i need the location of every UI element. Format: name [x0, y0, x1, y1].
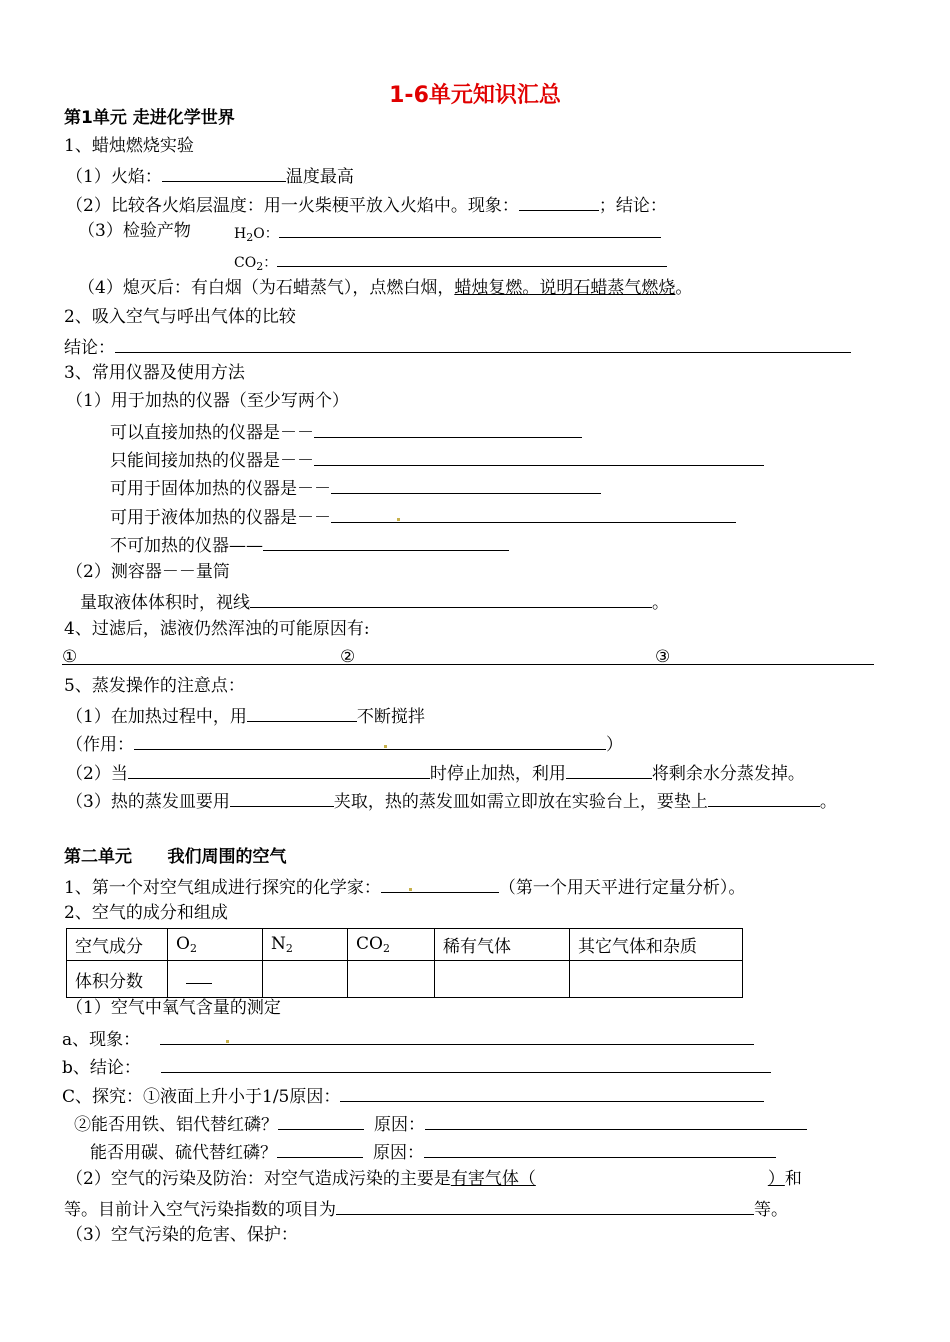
q5-1-purpose-end: ）: [606, 735, 623, 755]
answer-blank[interactable]: [161, 1054, 771, 1073]
answer-blank[interactable]: [247, 703, 357, 722]
air-composition-table: [66, 928, 743, 998]
unit2-heading: 第二单元 我们周围的空气: [64, 847, 287, 867]
q2-conclusion-label: 结论：: [64, 338, 115, 358]
u2-p2b-text: 等。目前计入空气污染指数的项目为: [64, 1200, 336, 1220]
table-cell-input[interactable]: [570, 961, 743, 998]
h2o-line: [234, 222, 661, 249]
u2-p2b-end: 等。: [754, 1200, 788, 1220]
table-cell-input[interactable]: [348, 961, 435, 998]
q3-1-label: （1）用于加热的仪器（至少写两个）: [66, 391, 349, 411]
h2o-label: H: [234, 226, 247, 242]
q3-label: 3、常用仪器及使用方法: [64, 363, 245, 383]
u2-p1e-reason: 原因：: [373, 1143, 424, 1163]
u2-q2-label: 2、空气的成分和组成: [64, 903, 228, 923]
u2-p1-label: （1）空气中氧气含量的测定: [66, 998, 281, 1018]
h2o-sub: 2: [246, 231, 254, 244]
q5-2-text: （2）当: [66, 764, 128, 784]
q1-4-underlined: 蜡烛复燃。说明石蜡蒸气燃烧: [454, 278, 676, 298]
q5-1-purpose-label: （作用：: [66, 735, 134, 755]
u2-p3-label: （3）空气污染的危害、保护：: [66, 1225, 298, 1245]
h2o-label-end: O：: [253, 226, 279, 242]
answer-blank[interactable]: [425, 1111, 807, 1130]
q1-4-line: [78, 277, 692, 299]
mark-dot: [384, 745, 387, 748]
u2-p1b-line: [62, 1054, 771, 1079]
u2-q1-text-end: （第一个用天平进行定量分析）。: [498, 878, 746, 898]
q3-2-label: （2）测容器－－量筒: [66, 562, 230, 582]
u2-p2-underlined: [451, 1169, 785, 1189]
answer-blank[interactable]: [336, 1196, 754, 1215]
u2-p2-underlined-end: ）: [767, 1169, 785, 1189]
q3-1d-text: 可用于液体加热的仪器是－－: [110, 508, 331, 528]
answer-blank[interactable]: [277, 251, 667, 267]
answer-blank[interactable]: [314, 447, 764, 466]
answer-blank[interactable]: [230, 788, 334, 807]
table-cell: 空气成分: [67, 929, 168, 961]
u2-p1d-reason: 原因：: [374, 1115, 425, 1135]
u2-q1-line: [64, 874, 745, 899]
q3-1a-text: 可以直接加热的仪器是－－: [110, 423, 314, 443]
u2-p2-underlined-text: 有害气体（: [450, 1169, 536, 1189]
answer-blank[interactable]: [566, 760, 652, 779]
answer-blank[interactable]: [314, 419, 582, 438]
answer-blank[interactable]: [340, 1083, 764, 1102]
table-cell-co2: $CO_2$: [348, 929, 435, 961]
q3-1a-line: [110, 419, 582, 444]
q5-1-text: （1）在加热过程中，用: [66, 707, 247, 727]
q1-2-text-end: ；结论：: [598, 196, 667, 216]
answer-blank[interactable]: [519, 192, 599, 211]
table-cell-input[interactable]: [435, 961, 570, 998]
q1-4-end: 。: [675, 278, 693, 298]
q4-choice-3: ③: [655, 647, 671, 667]
u2-p2-line: [66, 1168, 802, 1190]
q2-conclusion-line: [64, 334, 851, 359]
q4-choice-1: ①: [62, 647, 78, 667]
u2-p1e-text: 能否用碳、硫代替红磷？: [90, 1143, 277, 1163]
co2-line: [234, 251, 667, 278]
co2-sub: 2: [256, 260, 264, 273]
u2-p1d-line: [74, 1111, 807, 1136]
answer-blank[interactable]: [424, 1139, 776, 1158]
q2-label: 2、吸入空气与呼出气体的比较: [64, 307, 296, 327]
u2-p2-and: 和: [784, 1169, 802, 1189]
q5-2-text-end: 将剩余水分蒸发掉。: [651, 764, 805, 784]
table-cell: 体积分数: [67, 961, 168, 998]
answer-blank[interactable]: [263, 532, 509, 551]
unit1-heading: 第1单元 走进化学世界: [64, 108, 235, 128]
answer-blank[interactable]: [331, 504, 736, 523]
q3-1c-line: [110, 475, 601, 500]
u2-p2b-line: [64, 1196, 788, 1221]
q1-4-text: （4）熄灭后：有白烟（为石蜡蒸气），点燃白烟，: [78, 278, 455, 298]
page-title: 1-6单元知识汇总: [389, 83, 561, 108]
u2-q1-text: 1、第一个对空气组成进行探究的化学家：: [64, 878, 381, 898]
answer-blank[interactable]: [278, 1111, 364, 1130]
q1-3-label: （3）检验产物: [78, 221, 191, 241]
mark-dot: [226, 1040, 229, 1043]
answer-blank[interactable]: [115, 334, 851, 353]
co2-label: CO: [234, 255, 257, 271]
q5-2-line: [66, 760, 805, 785]
q1-2-line: [66, 192, 667, 217]
q1-2-text: （2）比较各火焰层温度：用一火柴梗平放入火焰中。现象：: [66, 196, 519, 216]
q5-1-text-end: 不断搅拌: [356, 707, 425, 727]
u2-p1b-label: b、结论：: [62, 1058, 141, 1078]
table-cell: 其它气体和杂质: [570, 929, 743, 961]
q4-label: 4、过滤后，滤液仍然浑浊的可能原因有:: [64, 619, 370, 639]
q4-choice-2: ②: [340, 647, 356, 667]
q5-3-text-end: 。: [819, 792, 837, 812]
answer-blank[interactable]: [128, 760, 430, 779]
q3-1e-text: 不可加热的仪器——: [110, 536, 263, 556]
q5-label: 5、蒸发操作的注意点：: [64, 676, 245, 696]
answer-blank[interactable]: [134, 731, 606, 750]
q5-2-text-mid: 时停止加热，利用: [429, 764, 566, 784]
u2-p1c-line: [62, 1083, 764, 1108]
answer-blank[interactable]: [277, 1139, 363, 1158]
q1-label: 1、蜡烛燃烧实验: [64, 136, 194, 156]
mark-dot: [409, 888, 412, 891]
q1-1-text: （1）火焰：: [66, 167, 162, 187]
answer-blank[interactable]: [708, 788, 820, 807]
q5-1-purpose-line: [66, 731, 623, 756]
u2-p1d-text: ②能否用铁、铝代替红磷？: [74, 1115, 278, 1135]
q5-3-text-mid: 夹取，热的蒸发皿如需立即放在实验台上，要垫上: [333, 792, 708, 812]
answer-blank[interactable]: [162, 163, 286, 182]
table-row: [67, 961, 743, 998]
answer-blank[interactable]: [250, 589, 652, 608]
q3-1b-line: [110, 447, 764, 472]
u2-p1a-line: [62, 1026, 754, 1051]
q1-1-text-end: 温度最高: [285, 167, 354, 187]
q1-1-line: [66, 163, 354, 188]
table-cell-input[interactable]: [263, 961, 348, 998]
answer-blank[interactable]: [279, 222, 661, 238]
answer-blank[interactable]: [186, 971, 212, 984]
u2-p1a-label: a、现象：: [62, 1030, 141, 1050]
q3-1b-text: 只能间接加热的仪器是－－: [110, 451, 314, 471]
co2-label-end: ：: [263, 255, 278, 271]
q3-1d-line: [110, 504, 736, 529]
answer-blank[interactable]: [381, 874, 499, 893]
q3-1c-text: 可用于固体加热的仪器是－－: [110, 479, 331, 499]
table-cell-o2: $O_2$: [168, 929, 263, 961]
table-cell: 稀有气体: [435, 929, 570, 961]
answer-blank[interactable]: [331, 475, 601, 494]
q3-2a-end: 。: [652, 593, 669, 613]
table-cell-input[interactable]: [168, 961, 263, 998]
q5-3-line: [66, 788, 837, 813]
u2-p1c-text: C、探究：①液面上升小于1/5原因：: [62, 1087, 341, 1107]
q3-1e-line: [110, 532, 509, 557]
q3-2a-text: 量取液体体积时，视线: [80, 593, 250, 613]
q5-3-text: （3）热的蒸发皿要用: [66, 792, 230, 812]
u2-p1e-line: [90, 1139, 776, 1164]
q5-1-line: [66, 703, 425, 728]
q4-answer-line[interactable]: [62, 664, 874, 665]
table-header-row: [67, 929, 743, 961]
q3-2a-line: [80, 589, 669, 614]
mark-dot: [397, 518, 400, 521]
u2-p2-text: （2）空气的污染及防治：对空气造成污染的主要是: [66, 1169, 451, 1189]
table-cell-n2: $N_2$: [263, 929, 348, 961]
answer-blank[interactable]: [160, 1026, 754, 1045]
